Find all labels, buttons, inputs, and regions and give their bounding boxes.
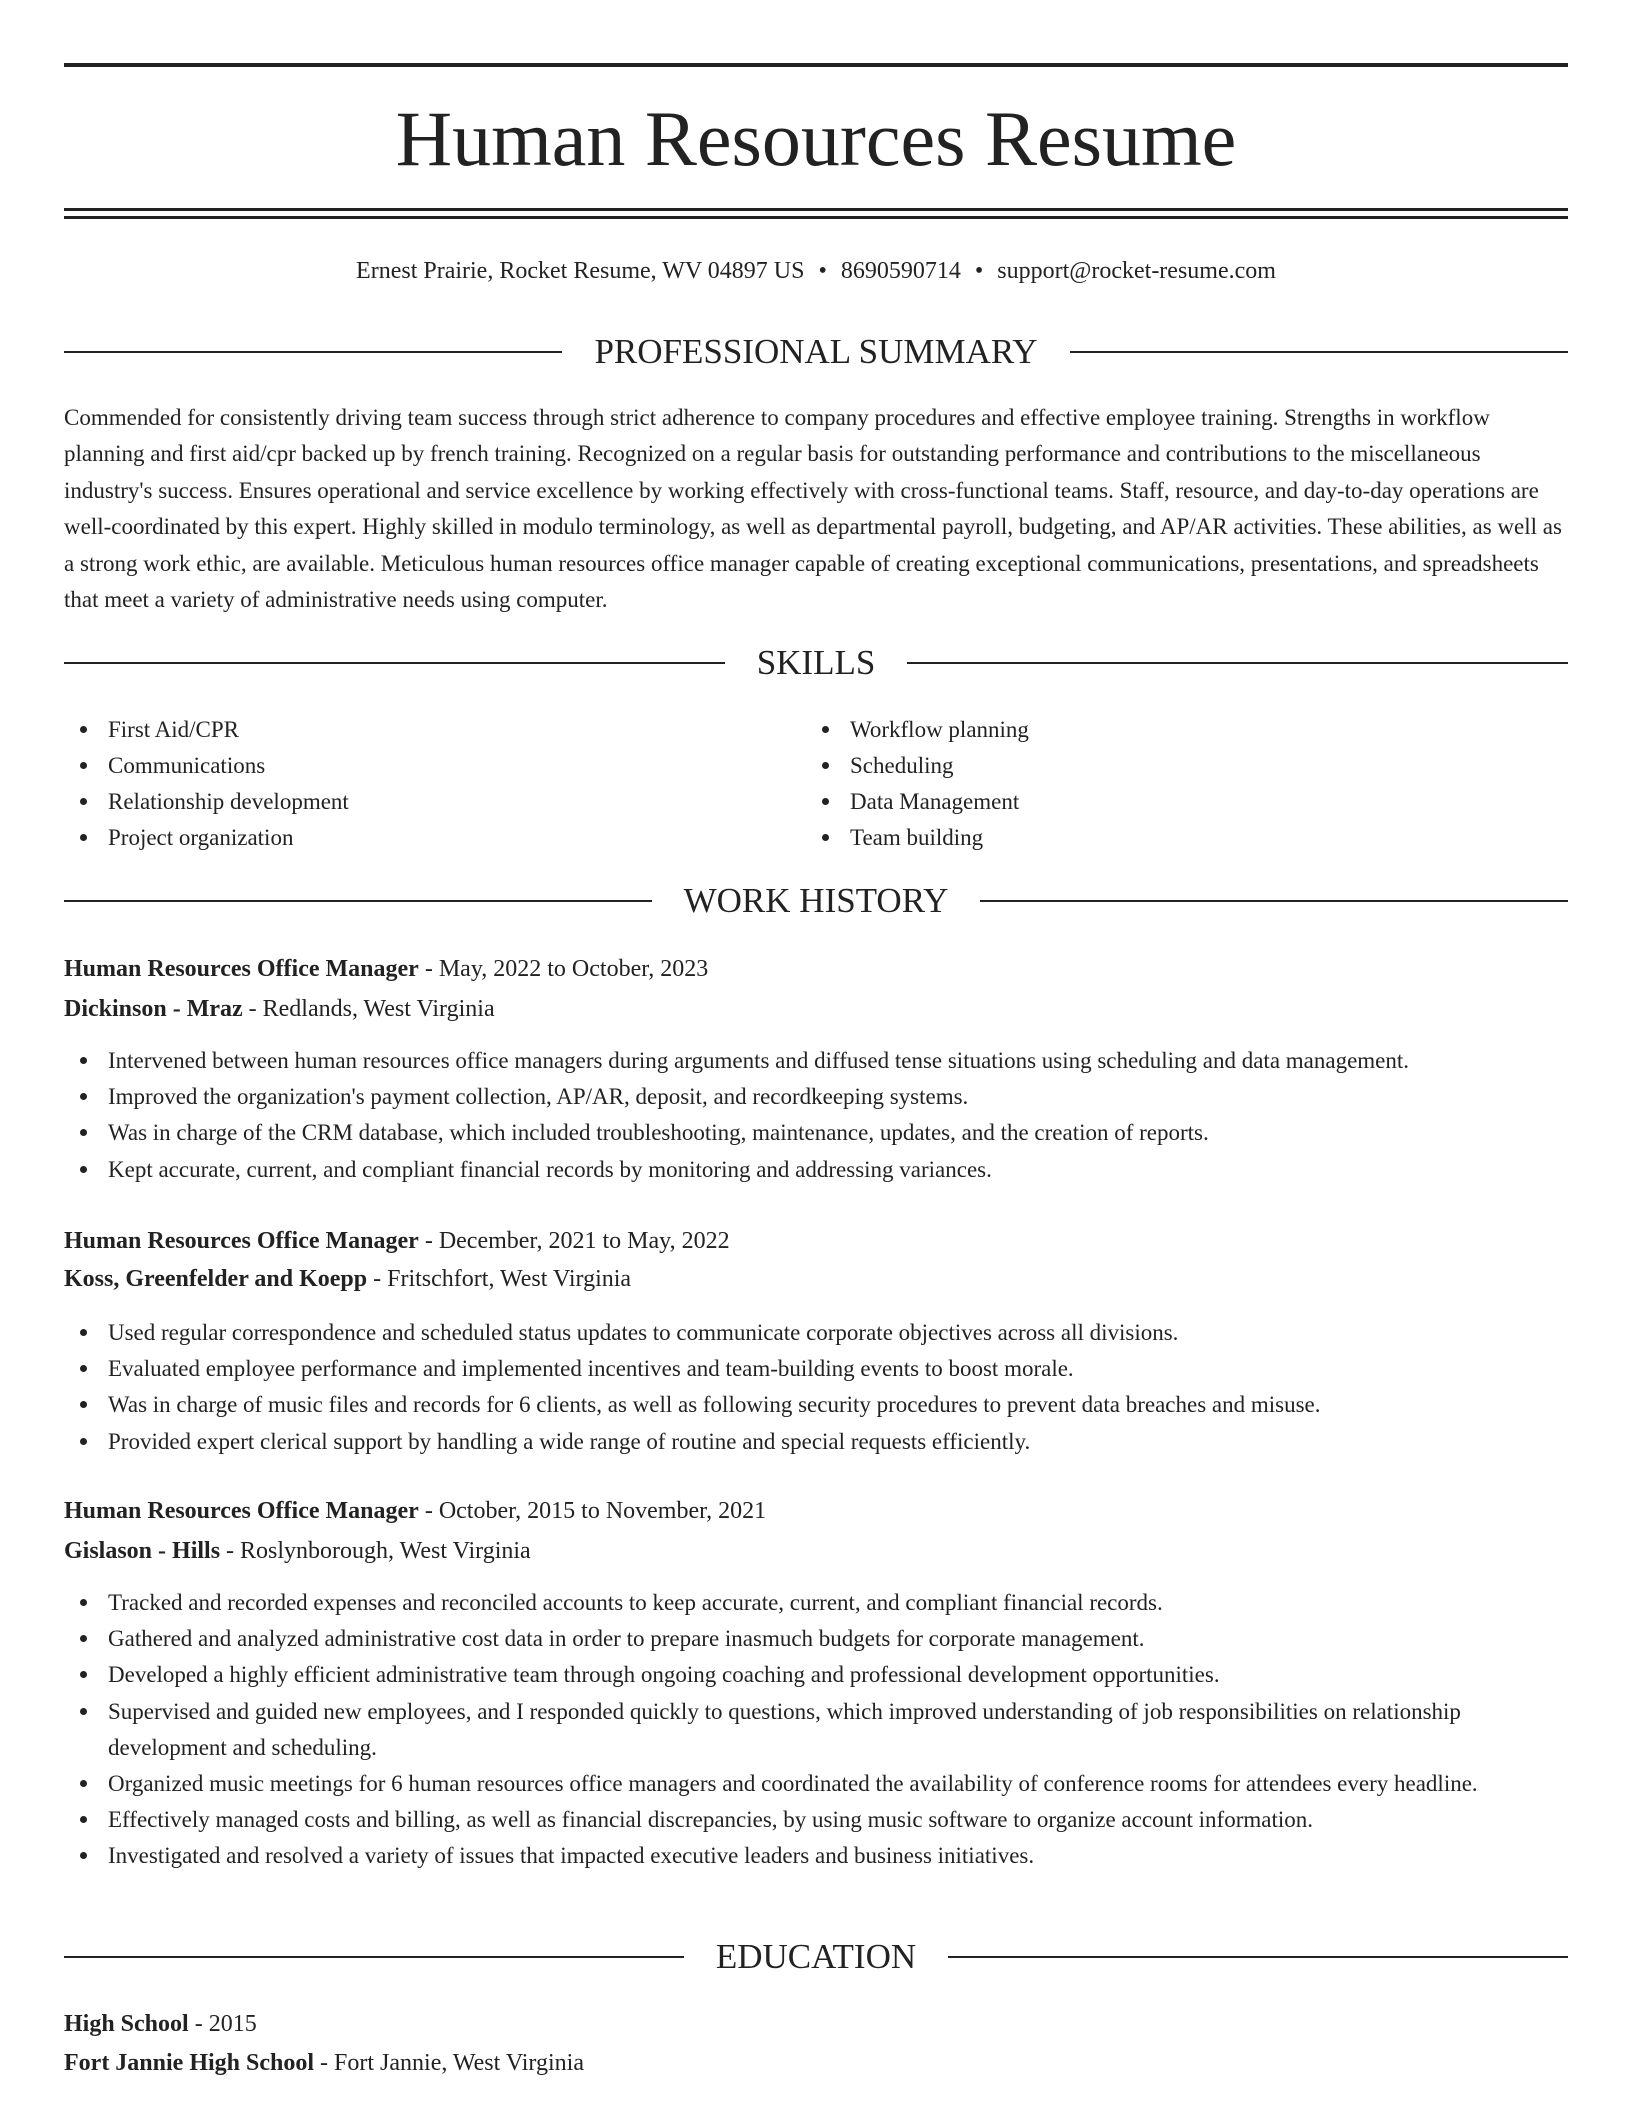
job-title: Human Resources Office Manager bbox=[64, 1228, 419, 1254]
job-bullet: Organized music meetings for 6 human resources office managers and coordinated the availability of conference rooms for attendees every headline. bbox=[64, 1766, 1568, 1802]
education-degree: High School bbox=[64, 2011, 189, 2037]
education-year: - 2015 bbox=[188, 2011, 257, 2037]
education-heading bbox=[64, 1935, 1568, 1979]
job-location: - Redlands, West Virginia bbox=[242, 996, 495, 1022]
education-heading-label: EDUCATION bbox=[715, 1937, 917, 1976]
skill-item: Scheduling bbox=[806, 748, 1506, 784]
job-company: Koss, Greenfelder and Koepp bbox=[64, 1266, 368, 1292]
summary-text: Commended for consistently driving team success through strict adherence to company procedures and effective employee training. Strengths in workflow planning and first aid/cpr backed up by french training. Recognized on a regular basis for outstanding performance and contributions to the miscellaneous industry's success. Ensures operational and service excellence by working effectively with cross-functional teams. Staff, resource, and day-to-day operations are well-coordinated by this expert. Highly skilled in modulo terminology, as well as departmental payroll, budgeting, and AP/AR activities. These abilities, as well as a strong work ethic, are available. Meticulous human resources office manager capable of creating exceptional communications, presentations, and spreadsheets that meet a variety of administrative needs using computer. bbox=[64, 405, 1562, 613]
job-bullet: Effectively managed costs and billing, as well as financial discrepancies, by using music software to organize account information. bbox=[64, 1802, 1568, 1838]
page-title: Human Resources Resume bbox=[395, 95, 1237, 182]
job-title-line bbox=[64, 1223, 1568, 1259]
top-rule bbox=[64, 63, 1568, 67]
contact-email: support@rocket-resume.com bbox=[997, 258, 1276, 284]
title-rule-lower bbox=[64, 216, 1568, 219]
summary-heading-label: PROFESSIONAL SUMMARY bbox=[594, 332, 1038, 371]
education-location: - Fort Jannie, West Virginia bbox=[314, 2050, 584, 2076]
job-bullet: Developed a highly efficient administrative team through ongoing coaching and professional development opportunities. bbox=[64, 1657, 1568, 1693]
job-location: - Roslynborough, West Virginia bbox=[220, 1538, 531, 1564]
job-bullet: Provided expert clerical support by handling a wide range of routine and special requests efficiently. bbox=[64, 1424, 1568, 1460]
summary-heading bbox=[64, 330, 1568, 374]
job-title: Human Resources Office Manager bbox=[64, 1498, 419, 1524]
job-bullets bbox=[64, 1585, 1568, 1875]
skills-heading bbox=[64, 641, 1568, 685]
job-dates: - May, 2022 to October, 2023 bbox=[418, 956, 709, 982]
contact-line bbox=[64, 254, 1568, 288]
contact-phone: 8690590714 bbox=[840, 258, 961, 284]
work-heading bbox=[64, 879, 1568, 923]
job-company-line bbox=[64, 991, 1568, 1027]
heading-rule bbox=[948, 1956, 1568, 1958]
job-company: Dickinson - Mraz bbox=[64, 996, 243, 1022]
contact-address: Ernest Prairie, Rocket Resume, WV 04897 US bbox=[356, 258, 805, 284]
skill-item: Data Management bbox=[806, 784, 1506, 820]
job-bullet: Supervised and guided new employees, and I responded quickly to questions, which improved understanding of job responsibilities on relationship development and scheduling. bbox=[64, 1694, 1568, 1766]
job-company: Gislason - Hills bbox=[64, 1538, 221, 1564]
job-dates: - December, 2021 to May, 2022 bbox=[418, 1228, 730, 1254]
job-bullet: Improved the organization's payment collection, AP/AR, deposit, and recordkeeping systems. bbox=[64, 1079, 1568, 1115]
job-title-line bbox=[64, 951, 1568, 987]
skill-item: First Aid/CPR bbox=[64, 712, 764, 748]
job-location: - Fritschfort, West Virginia bbox=[367, 1266, 632, 1292]
job-bullet: Used regular correspondence and scheduled status updates to communicate corporate objectives across all divisions. bbox=[64, 1315, 1568, 1351]
education-school: Fort Jannie High School bbox=[64, 2050, 315, 2076]
job-bullet: Was in charge of music files and records for 6 clients, as well as following security procedures to prevent data breaches and misuse. bbox=[64, 1387, 1568, 1423]
heading-rule bbox=[64, 900, 652, 902]
job-bullet: Evaluated employee performance and implemented incentives and team-building events to boost morale. bbox=[64, 1351, 1568, 1387]
job-bullet: Tracked and recorded expenses and reconciled accounts to keep accurate, current, and compliant financial records. bbox=[64, 1585, 1568, 1621]
skill-item: Workflow planning bbox=[806, 712, 1506, 748]
job-bullet: Intervened between human resources office managers during arguments and diffused tense situations using scheduling and data management. bbox=[64, 1043, 1568, 1079]
job-bullet: Investigated and resolved a variety of issues that impacted executive leaders and business initiatives. bbox=[64, 1838, 1568, 1874]
title-rule-upper bbox=[64, 208, 1568, 211]
job-title-line bbox=[64, 1493, 1568, 1529]
skills-list-right bbox=[806, 712, 1506, 856]
work-heading-label: WORK HISTORY bbox=[683, 881, 949, 920]
heading-rule bbox=[64, 1956, 684, 1958]
job-bullets bbox=[64, 1315, 1568, 1460]
job-dates: - October, 2015 to November, 2021 bbox=[418, 1498, 767, 1524]
skill-item: Relationship development bbox=[64, 784, 764, 820]
heading-rule bbox=[64, 662, 725, 664]
job-bullet: Was in charge of the CRM database, which included troubleshooting, maintenance, updates, and the creation of reports. bbox=[64, 1115, 1568, 1151]
skill-item: Team building bbox=[806, 820, 1506, 856]
job-bullets bbox=[64, 1043, 1568, 1188]
job-title: Human Resources Office Manager bbox=[64, 956, 419, 982]
skills-list-left bbox=[64, 712, 764, 856]
contact-separator: • bbox=[818, 258, 827, 284]
job-company-line bbox=[64, 1533, 1568, 1569]
skills-heading-label: SKILLS bbox=[756, 643, 876, 682]
heading-rule bbox=[1070, 351, 1568, 353]
job-company-line bbox=[64, 1261, 1568, 1297]
job-bullet: Kept accurate, current, and compliant financial records by monitoring and addressing variances. bbox=[64, 1152, 1568, 1188]
job-bullet: Gathered and analyzed administrative cost data in order to prepare inasmuch budgets for corporate management. bbox=[64, 1621, 1568, 1657]
heading-rule bbox=[907, 662, 1568, 664]
education-school-line bbox=[64, 2045, 1568, 2081]
education-degree-line bbox=[64, 2006, 1568, 2042]
skill-item: Communications bbox=[64, 748, 764, 784]
skill-item: Project organization bbox=[64, 820, 764, 856]
heading-rule bbox=[64, 351, 562, 353]
heading-rule bbox=[980, 900, 1568, 902]
contact-separator: • bbox=[974, 258, 984, 284]
